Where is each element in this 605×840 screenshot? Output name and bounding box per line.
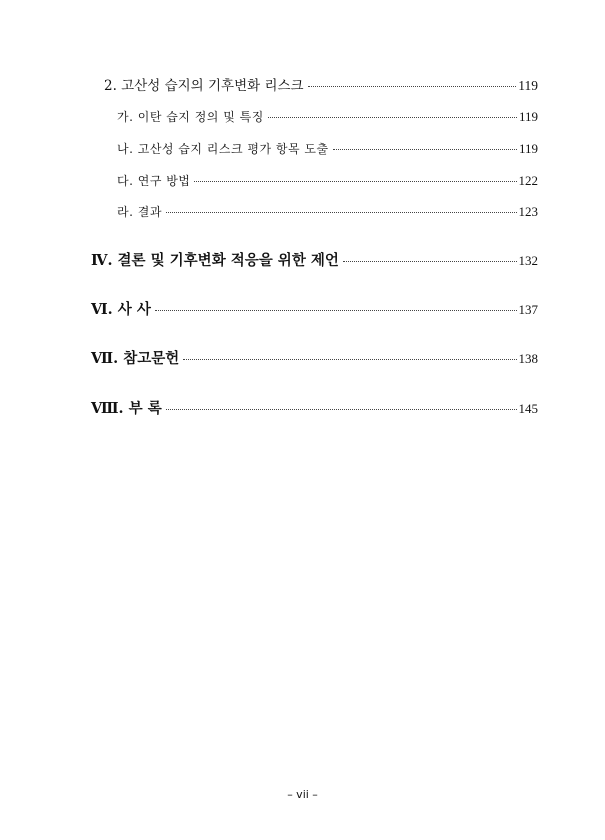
toc-entry-page: 138 <box>518 351 538 366</box>
toc-entry-page: 145 <box>518 401 538 416</box>
dot-leader <box>183 359 516 360</box>
toc-entry-page: 122 <box>518 173 538 188</box>
toc-entry-label: Ⅷ. 부 록 <box>91 400 162 417</box>
toc-entry[interactable] <box>91 249 538 270</box>
dot-leader <box>308 86 517 87</box>
toc-entry-page: 132 <box>518 253 538 268</box>
dot-leader <box>268 117 517 118</box>
toc-entry-label: 가. 이탄 습지 정의 및 특징 <box>117 110 264 124</box>
toc-entry[interactable] <box>117 172 538 189</box>
toc-entry[interactable] <box>117 203 538 220</box>
toc-entry[interactable] <box>117 140 538 157</box>
dot-leader <box>155 310 517 311</box>
toc-entry-label: Ⅳ. 결론 및 기후변화 적응을 위한 제언 <box>91 252 339 269</box>
toc-entry[interactable] <box>91 397 538 418</box>
toc-entry-page: 123 <box>518 204 538 219</box>
toc-entry-page: 119 <box>518 78 538 93</box>
dot-leader <box>333 149 517 150</box>
toc-entry-label: 라. 결과 <box>117 205 162 219</box>
toc-entry[interactable] <box>91 347 538 368</box>
toc-entry-label: 나. 고산성 습지 리스크 평가 항목 도출 <box>117 142 329 156</box>
dot-leader <box>166 212 517 213</box>
toc-entry-label: Ⅵ. 사 사 <box>91 301 151 318</box>
toc-entry-page: 137 <box>518 302 538 317</box>
toc-entry-label: Ⅶ. 참고문헌 <box>91 350 180 367</box>
dot-leader <box>166 409 517 410</box>
page-number-footer: – vii – <box>287 788 318 801</box>
toc-entry-page: 119 <box>518 141 538 156</box>
dot-leader <box>194 181 516 182</box>
toc-entry[interactable] <box>104 74 538 94</box>
toc-entry[interactable] <box>117 108 538 125</box>
toc-entry-label: 다. 연구 방법 <box>117 174 191 188</box>
toc-entry-page: 119 <box>518 109 538 124</box>
toc-entry-label: 2. 고산성 습지의 기후변화 리스크 <box>104 78 304 94</box>
toc-entry[interactable] <box>91 298 538 319</box>
dot-leader <box>343 261 517 262</box>
